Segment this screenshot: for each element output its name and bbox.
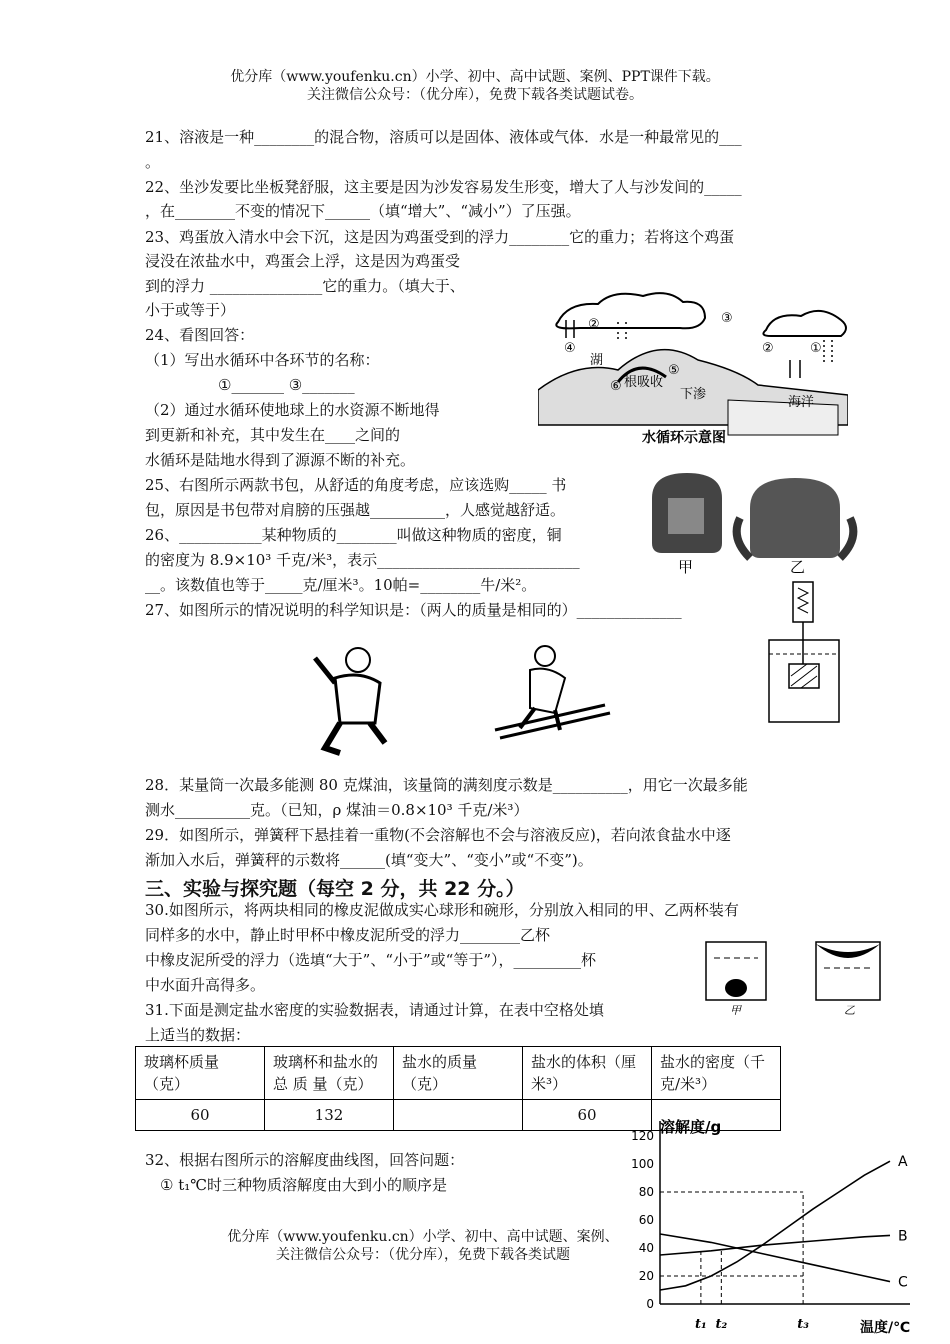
question-31-line2: 上适当的数据： — [145, 1026, 251, 1044]
walking-person-icon — [315, 648, 385, 753]
question-24-part2-line2: 到更新和补充，其中发生在____之间的 — [145, 426, 401, 444]
label-yi: 乙 — [790, 558, 806, 576]
series-label-A: A — [898, 1154, 908, 1171]
question-24-part2-line1: （2）通过水循环使地球上的水资源不断地得 — [145, 401, 440, 419]
table-header-cell: 玻璃杯和盐水的 总 质 量（克） — [265, 1047, 394, 1100]
water-cycle-figure — [538, 282, 848, 452]
question-24-title: 24、看图回答： — [145, 326, 255, 344]
backpack-yi-icon — [750, 478, 840, 558]
label-circle-6: ⑥ — [610, 379, 622, 394]
clay-ball-icon — [725, 979, 747, 997]
x-tick-label: t₁ — [695, 1317, 707, 1332]
table-header-cell: 玻璃杯质量（克） — [136, 1047, 265, 1100]
label-circle-2: ② — [588, 317, 600, 332]
table-header-row — [136, 1047, 781, 1100]
table-cell — [394, 1100, 523, 1131]
question-23-line1: 23、鸡蛋放入清水中会下沉，这是因为鸡蛋受到的浮力________它的重力；若将这个鸡蛋 — [145, 228, 735, 246]
question-22-line2: ，在________不变的情况下______（填“增大”、“减小”）了压强。 — [145, 202, 581, 220]
backpacks-figure — [640, 468, 870, 578]
x-tick-label: t₂ — [715, 1317, 728, 1332]
cup-label-jia: 甲 — [730, 1004, 741, 1017]
question-32-line2: ① t₁℃时三种物质溶解度由大到小的顺序是 — [160, 1176, 448, 1194]
x-tick-label: t₃ — [797, 1317, 809, 1332]
spring-scale-figure — [765, 578, 845, 728]
question-28-line1: 28．某量筒一次最多能测 80 克煤油，该量筒的满刻度示数是__________，用它一次最多能 — [145, 776, 748, 794]
table-cell: 60 — [136, 1100, 265, 1131]
cups-figure — [700, 938, 890, 1018]
solubility-curve-chart — [620, 1112, 940, 1342]
section-3-heading: 三、实验与探究题（每空 2 分，共 22 分。） — [145, 878, 525, 900]
spring-scale-icon — [793, 582, 813, 622]
question-30-line4: 中水面升高得多。 — [145, 976, 266, 994]
question-27: 27、如图所示的情况说明的科学知识是：（两人的质量是相同的）______________ — [145, 601, 682, 619]
label-circle-3: ③ — [721, 311, 733, 326]
label-circle-1: ① — [810, 341, 822, 356]
y-tick-label: 80 — [638, 1185, 654, 1199]
cup-label-yi: 乙 — [844, 1004, 855, 1017]
page-footer-line2: 关注微信公众号：（优分库），免费下载各类试题 — [276, 1247, 570, 1263]
question-23-line2: 浸没在浓盐水中，鸡蛋会上浮，这是因为鸡蛋受 — [145, 252, 461, 270]
table-header-cell: 盐水的体积（厘米³） — [523, 1047, 652, 1100]
question-24-part1: （1）写出水循环中各环节的名称： — [145, 351, 380, 369]
label-ocean: 海洋 — [788, 395, 815, 410]
series-line-A — [660, 1161, 890, 1290]
table-header-cell: 盐水的密度（千克/米³） — [652, 1047, 781, 1100]
y-tick-label: 20 — [638, 1269, 654, 1283]
series-line-B — [660, 1235, 890, 1255]
question-25-line1: 25、右图所示两款书包，从舒适的角度考虑，应该选购_____ 书 — [145, 476, 567, 494]
series-label-C: C — [898, 1274, 908, 1291]
ocean-shape — [728, 400, 838, 435]
table-cell: 60 — [523, 1100, 652, 1131]
series-label-B: B — [898, 1228, 908, 1245]
page-header-line2: 关注微信公众号：（优分库），免费下载各类试题试卷。 — [307, 87, 643, 103]
series-line-C — [660, 1234, 890, 1282]
question-22-line1: 22、坐沙发要比坐板凳舒服，这主要是因为沙发容易发生形变，增大了人与沙发间的_____ — [145, 178, 742, 196]
label-infiltration: 下渗 — [680, 387, 707, 402]
y-tick-label: 120 — [631, 1129, 654, 1143]
clay-bowl-icon — [816, 944, 880, 958]
y-tick-label: 60 — [638, 1213, 654, 1227]
question-29-line2: 渐加入水后，弹簧秤的示数将______(填“变大”、“变小”或“不变”)。 — [145, 851, 593, 869]
question-23-line3: 到的浮力 _______________它的重力。（填大于、 — [145, 277, 465, 295]
question-26-line2: 的密度为 8.9×10³ 千克/米³，表示___________________________ — [145, 551, 580, 569]
x-axis-label: 温度/℃ — [860, 1320, 911, 1336]
question-30-line3: 中橡皮泥所受的浮力（选填“大于”、“小于”或“等于”），_________杯 — [145, 951, 597, 969]
question-21-line1: 21、溶液是一种________的混合物，溶质可以是固体、液体或气体．水是一种最常见的___ — [145, 128, 742, 146]
y-tick-label: 100 — [631, 1157, 654, 1171]
question-30-line2: 同样多的水中，静止时甲杯中橡皮泥所受的浮力________乙杯 — [145, 926, 551, 944]
skiing-person-icon — [495, 646, 610, 738]
walking-and-skiing-figure — [300, 638, 630, 758]
question-29-line1: 29．如图所示，弹簧秤下悬挂着一重物(不会溶解也不会与溶液反应)，若向浓食盐水中逐 — [145, 826, 731, 844]
question-28-line2: 测水__________克。（已知，ρ 煤油＝0.8×10³ 千克/米³） — [145, 801, 529, 819]
question-24-blanks: ①_______ ③_______ — [218, 376, 355, 394]
question-21-line2: 。 — [145, 153, 161, 171]
question-23-line4: 小于或等于） — [145, 301, 236, 319]
question-26-line1: 26、___________某种物质的________叫做这种物质的密度，铜 — [145, 526, 562, 544]
question-31-line1: 31.下面是测定盐水密度的实验数据表，请通过计算，在表中空格处填 — [145, 1001, 604, 1019]
page-header-line1: 优分库（www.youfenku.cn）小学、初中、高中试题、案例、PPT课件下载。 — [230, 69, 720, 85]
table-cell: 132 — [265, 1100, 394, 1131]
y-axis-label: 溶解度/g — [660, 1118, 722, 1136]
question-24-part2-line3: 水循环是陆地水得到了源源不断的补充。 — [145, 451, 416, 469]
question-25-line2: 包，原因是书包带对肩膀的压强越__________，人感觉越舒适。 — [145, 501, 566, 519]
label-jia: 甲 — [678, 558, 694, 576]
water-cycle-caption: 水循环示意图 — [642, 430, 726, 446]
cloud-icon — [556, 293, 705, 328]
y-tick-label: 0 — [646, 1297, 654, 1311]
cloud-icon — [763, 311, 846, 336]
question-32-line1: 32、根据右图所示的溶解度曲线图，回答问题： — [145, 1151, 465, 1169]
label-root-absorb: 根吸收 — [624, 375, 664, 390]
table-header-cell: 盐水的质量（克） — [394, 1047, 523, 1100]
beaker-icon — [769, 640, 839, 722]
label-circle-2b: ② — [762, 341, 774, 356]
label-circle-4: ④ — [564, 341, 576, 356]
label-circle-5: ⑤ — [668, 363, 680, 378]
page-footer-line1: 优分库（www.youfenku.cn）小学、初中、高中试题、案例、 — [227, 1229, 619, 1245]
label-lake: 湖 — [590, 353, 604, 368]
question-26-line3: __。该数值也等于_____克/厘米³。10帕=________牛/米²。 — [145, 576, 537, 594]
y-tick-label: 40 — [638, 1241, 654, 1255]
question-30-line1: 30.如图所示，将两块相同的橡皮泥做成实心球形和碗形，分别放入相同的甲、乙两杯装有 — [145, 901, 739, 919]
